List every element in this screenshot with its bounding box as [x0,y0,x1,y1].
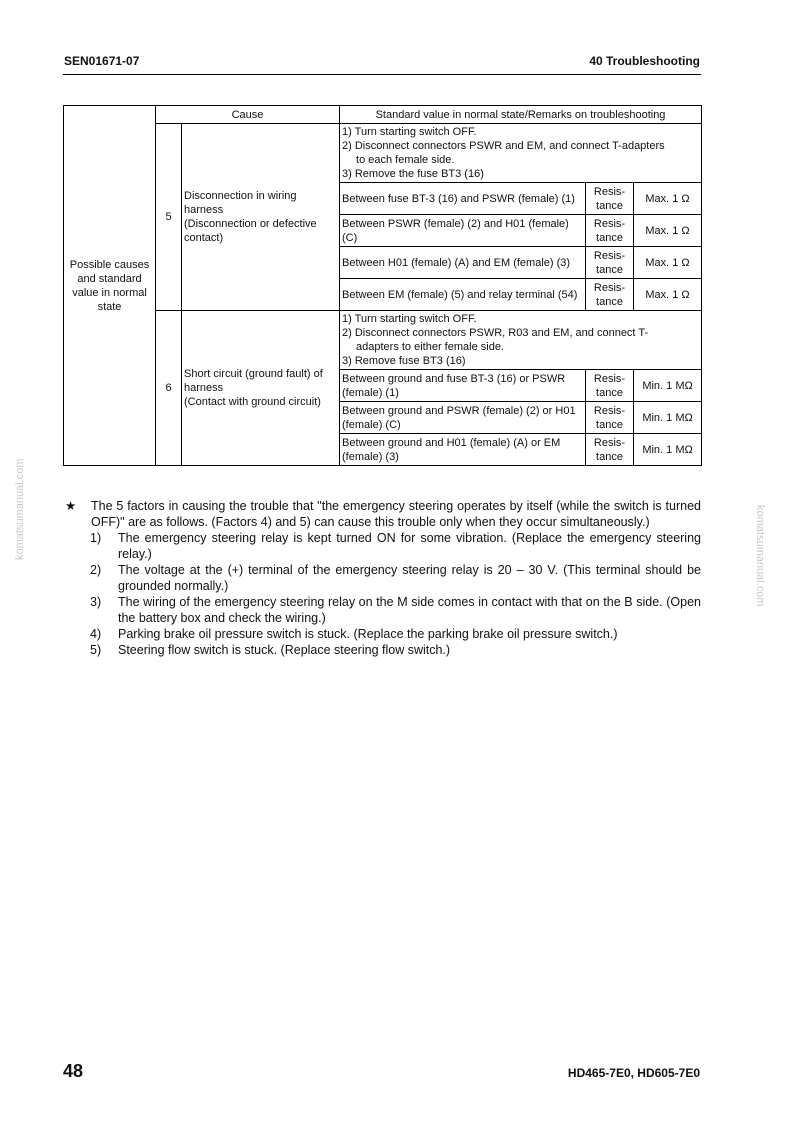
procedure-step: 3) Remove the fuse BT3 (16) [342,168,484,180]
list-item [63,642,701,658]
list-item-text: The wiring of the emergency steering relay on the M side comes in contact with that on the B side. (Open the battery box and check the wiring.) [118,595,701,625]
procedure-step: to each female side. [356,154,455,166]
standard-value: Min. 1 MΩ [634,434,702,466]
procedure-step: 1) Turn starting switch OFF. [342,126,477,138]
measurement-kind: Resis- tance [586,279,634,311]
section-title: 40 Troubleshooting [589,54,700,68]
list-item-number: 3) [90,595,102,609]
list-item-text: Parking brake oil pressure switch is stuck. (Replace the parking brake oil pressure switch.) [118,627,618,641]
standard-value: Min. 1 MΩ [634,402,702,434]
measurement-points: Between fuse BT-3 (16) and PSWR (female) (1) [340,183,586,215]
procedure-step: adapters to either female side. [356,341,504,353]
watermark-left: komatsumanual.com [14,458,26,560]
procedure-steps [340,124,702,183]
cause-header: Cause [156,106,340,124]
group-label: Possible causes and standard value in normal state [69,258,150,313]
table-row [64,311,702,370]
list-item [63,594,701,626]
header-rule [63,74,701,75]
procedure-step: 3) Remove fuse BT3 (16) [342,355,466,367]
measurement-points: Between EM (female) (5) and relay terminal (54) [340,279,586,311]
cause-number: 5 [156,124,182,311]
list-item [63,626,701,642]
star-icon: ★ [65,499,77,513]
measurement-points: Between H01 (female) (A) and EM (female) (3) [340,247,586,279]
standard-value: Max. 1 Ω [634,183,702,215]
standard-value: Max. 1 Ω [634,279,702,311]
list-item-number: 5) [90,643,102,657]
notes-intro-text: The 5 factors in causing the trouble that "the emergency steering operates by itself (while the switch is turned OFF)" are as follows. (Factors 4) and 5) can cause this trouble only when they occur simultaneously.) [91,499,701,529]
measurement-kind: Resis- tance [586,402,634,434]
list-item-text: Steering flow switch is stuck. (Replace steering flow switch.) [118,643,451,657]
procedure-steps [340,311,702,370]
measurement-kind: Resis- tance [586,183,634,215]
measurement-kind: Resis- tance [586,215,634,247]
notes-section [63,498,701,658]
list-item [63,530,701,562]
procedure-step: 2) Disconnect connectors PSWR, R03 and EM, and connect T- [342,327,649,339]
measurement-kind: Resis- tance [586,247,634,279]
measurement-kind: Resis- tance [586,370,634,402]
standard-value: Max. 1 Ω [634,215,702,247]
measurement-points: Between PSWR (female) (2) and H01 (female) (C) [340,215,586,247]
list-item [63,562,701,594]
model-names: HD465-7E0, HD605-7E0 [567,1066,700,1080]
list-item-number: 2) [90,563,102,577]
list-item-number: 4) [90,627,102,641]
cause-number: 6 [156,311,182,466]
notes-intro [63,498,701,530]
cause-description: Short circuit (ground fault) of harness (Contact with ground circuit) [182,311,340,466]
standard-value: Min. 1 MΩ [634,370,702,402]
measurement-kind: Resis- tance [586,434,634,466]
table-row [64,124,702,183]
measurement-points: Between ground and PSWR (female) (2) or H01 (female) (C) [340,402,586,434]
watermark-right: komatsumanual.com [754,505,766,607]
measurement-points: Between ground and fuse BT-3 (16) or PSWR (female) (1) [340,370,586,402]
document-id: SEN01671-07 [64,54,140,68]
procedure-step: 1) Turn starting switch OFF. [342,313,477,325]
measurement-points: Between ground and H01 (female) (A) or EM (female) (3) [340,434,586,466]
group-label-cell [64,106,156,466]
list-item-text: The emergency steering relay is kept turned ON for some vibration. (Replace the emergency steering relay.) [118,531,701,561]
list-item-number: 1) [90,531,102,545]
remarks-header: Standard value in normal state/Remarks on troubleshooting [340,106,702,124]
troubleshooting-table [63,105,702,466]
procedure-step: 2) Disconnect connectors PSWR and EM, and connect T-adapters [342,140,665,152]
list-item-text: The voltage at the (+) terminal of the emergency steering relay is 20 – 30 V. (This terminal should be grounded normally.) [118,563,701,593]
standard-value: Max. 1 Ω [634,247,702,279]
page-number: 48 [63,1061,84,1081]
cause-description: Disconnection in wiring harness (Disconnection or defective contact) [182,124,340,311]
